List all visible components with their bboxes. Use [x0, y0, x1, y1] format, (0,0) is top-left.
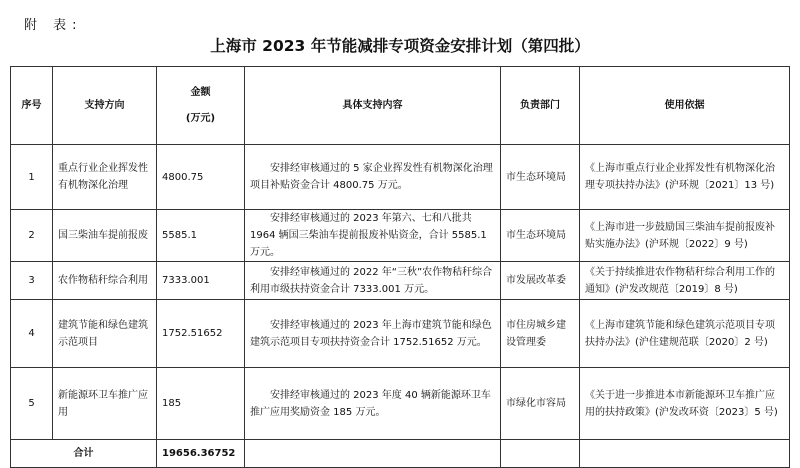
table-row: [11, 368, 790, 440]
table-row: [11, 300, 790, 368]
row-no: 1: [11, 145, 53, 210]
total-content-empty: [245, 440, 501, 468]
header-amount-unit: (万元): [185, 112, 216, 124]
row-amount: 185: [157, 368, 245, 440]
annex-label: 附 表:: [24, 18, 83, 33]
row-department: 市绿化市容局: [501, 368, 580, 440]
row-department: 市生态环境局: [501, 145, 580, 210]
row-basis: 《上海市进一步鼓励国三柴油车提前报废补贴实施办法》(沪环规〔2022〕9 号): [580, 210, 790, 262]
table-row: [11, 210, 790, 262]
page-title: 上海市 2023 年节能减排专项资金安排计划（第四批）: [210, 37, 590, 55]
row-amount: 7333.001: [157, 262, 245, 300]
row-amount: 5585.1: [157, 210, 245, 262]
row-basis: 《上海市建筑节能和绿色建筑示范项目专项扶持办法》(沪住建规范联〔2020〕2 号): [580, 300, 790, 368]
header-amount-label: 金额: [190, 86, 211, 98]
row-basis: 《关于进一步推进本市新能源环卫车推广应用的扶持政策》(沪发改环资〔2023〕5 号): [580, 368, 790, 440]
row-basis: 《上海市重点行业企业挥发性有机物深化治理专项扶持办法》(沪环规〔2021〕13 号): [580, 145, 790, 210]
row-content: 安排经审核通过的 2022 年“三秋”农作物秸秆综合利用市级扶持资金合计 7333.001 万元。: [245, 262, 501, 300]
row-department: 市发展改革委: [501, 262, 580, 300]
row-content: 安排经审核通过的 5 家企业挥发性有机物深化治理项目补贴资金合计 4800.75 万元。: [245, 145, 501, 210]
row-no: 4: [11, 300, 53, 368]
table-total-row: [11, 440, 790, 468]
total-amount: 19656.36752: [157, 440, 245, 468]
header-basis: 使用依据: [580, 67, 790, 145]
row-amount: 1752.51652: [157, 300, 245, 368]
table-row: [11, 145, 790, 210]
row-no: 3: [11, 262, 53, 300]
total-label: 合计: [11, 440, 157, 468]
row-content: 安排经审核通过的 2023 年第六、七和八批共 1964 辆国三柴油车提前报废补贴资金，合计 5585.1 万元。: [245, 210, 501, 262]
header-content: 具体支持内容: [245, 67, 501, 145]
row-no: 5: [11, 368, 53, 440]
row-direction: 重点行业企业挥发性有机物深化治理: [53, 145, 157, 210]
funding-plan-table: [10, 66, 790, 468]
header-amount: [157, 67, 245, 145]
row-no: 2: [11, 210, 53, 262]
row-content: 安排经审核通过的 2023 年度 40 辆新能源环卫车推广应用奖励资金 185 万元。: [245, 368, 501, 440]
header-direction: 支持方向: [53, 67, 157, 145]
row-direction: 农作物秸秆综合利用: [53, 262, 157, 300]
row-direction: 建筑节能和绿色建筑示范项目: [53, 300, 157, 368]
row-department: 市生态环境局: [501, 210, 580, 262]
total-department-empty: [501, 440, 580, 468]
total-basis-empty: [580, 440, 790, 468]
row-direction: 新能源环卫车推广应用: [53, 368, 157, 440]
header-no: 序号: [11, 67, 53, 145]
row-department: 市住房城乡建设管理委: [501, 300, 580, 368]
row-basis: 《关于持续推进农作物秸秆综合利用工作的通知》(沪发改规范〔2019〕8 号): [580, 262, 790, 300]
row-direction: 国三柴油车提前报废: [53, 210, 157, 262]
table-header-row: [11, 67, 790, 145]
table-row: [11, 262, 790, 300]
row-content: 安排经审核通过的 2023 年上海市建筑节能和绿色建筑示范项目专项扶持资金合计 1752.51652 万元。: [245, 300, 501, 368]
row-amount: 4800.75: [157, 145, 245, 210]
header-department: 负责部门: [501, 67, 580, 145]
